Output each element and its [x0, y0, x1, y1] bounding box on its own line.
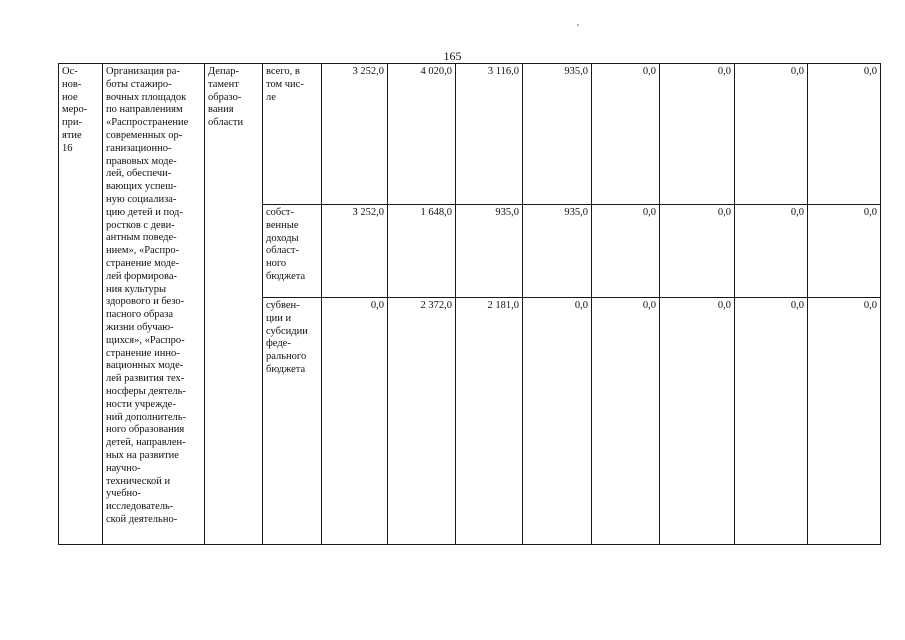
- funding-source-label: всего, в том чис- ле: [263, 64, 322, 205]
- value-cell: 2 372,0: [388, 298, 456, 545]
- value-cell: 4 020,0: [388, 64, 456, 205]
- description-cell: Организация ра- боты стажиро- вочных площадок по направлениям «Распространение современных ор- ганизационно- правовых моде- лей, обеспечи- вающих успеш- ную социализа- цию детей и под- ростков с деви- антным поведе- нием», «Распро- странение моде- лей формирова- ния культуры здорового и безо- пасного образа жизни обучаю- щихся», «Распро- странение инно- вационных моде- лей развития тех- носферы деятель- ности учрежде- ний дополнитель- ного образования детей, направлен- ных на развитие научно- технической и учебно- исследователь- ской деятельно-: [103, 64, 205, 545]
- value-cell: 3 116,0: [456, 64, 523, 205]
- value-cell: 0,0: [592, 298, 660, 545]
- value-cell: 3 252,0: [322, 64, 388, 205]
- value-cell: 0,0: [592, 64, 660, 205]
- measure-cell: Ос- нов- ное меро- при- ятие 16: [59, 64, 103, 545]
- value-cell: 0,0: [808, 64, 881, 205]
- value-cell: 0,0: [660, 298, 735, 545]
- executor-cell: Депар- тамент образо- вания области: [205, 64, 263, 545]
- funding-source-label: субвен- ции и субсидии феде- рального бюджета: [263, 298, 322, 545]
- value-cell: 0,0: [523, 298, 592, 545]
- value-cell: 935,0: [523, 64, 592, 205]
- value-cell: 0,0: [735, 205, 808, 298]
- value-cell: 1 648,0: [388, 205, 456, 298]
- value-cell: 0,0: [660, 64, 735, 205]
- value-cell: 0,0: [322, 298, 388, 545]
- value-cell: 0,0: [592, 205, 660, 298]
- scan-speck: [577, 24, 579, 26]
- value-cell: 935,0: [523, 205, 592, 298]
- value-cell: 2 181,0: [456, 298, 523, 545]
- value-cell: 0,0: [660, 205, 735, 298]
- page-number: 165: [443, 49, 462, 63]
- budget-table: [58, 63, 881, 545]
- value-cell: 0,0: [808, 298, 881, 545]
- value-cell: 3 252,0: [322, 205, 388, 298]
- funding-source-label: собст- венные доходы област- ного бюджета: [263, 205, 322, 298]
- table-row: [59, 64, 881, 205]
- value-cell: 0,0: [735, 298, 808, 545]
- value-cell: 935,0: [456, 205, 523, 298]
- value-cell: 0,0: [808, 205, 881, 298]
- value-cell: 0,0: [735, 64, 808, 205]
